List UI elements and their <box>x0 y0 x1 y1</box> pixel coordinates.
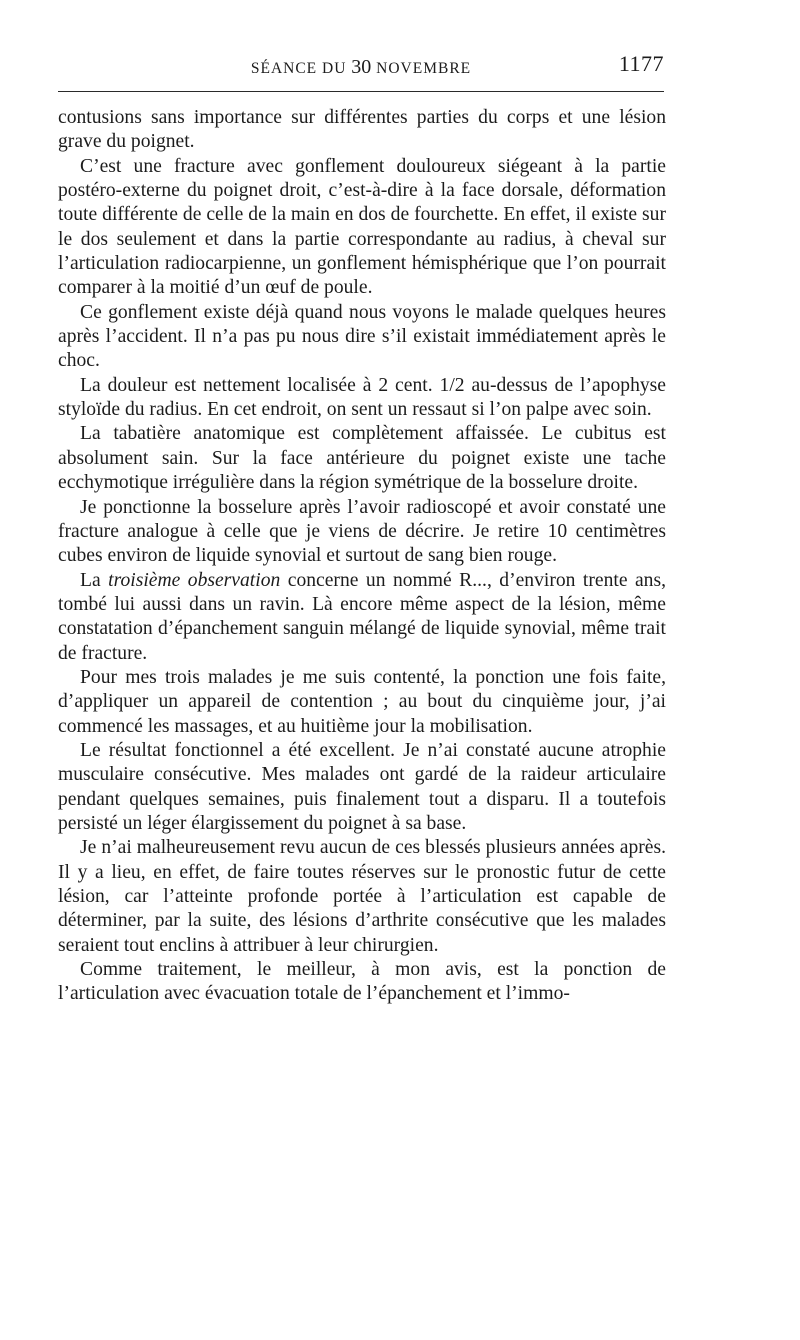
paragraph-continuation: contusions sans importance sur différentes parties du corps et une lésion grave du poignet. <box>58 107 666 153</box>
paragraph-prognosis: Je n’ai malheureusement revu aucun de ces blessés plusieurs années après. Il y a lieu, en effet, de faire toutes réserves sur le pronostic futur de cette lésion, car l’atteinte profonde portée à l’articulation est capable de déterminer, par la suite, des lésions d’arthrite consécutive que les malades seraient tout enclins à attribuer à leur chirurgien. <box>58 837 666 956</box>
running-head <box>58 48 664 84</box>
paragraph-fracture-description: C’est une fracture avec gonflement douloureux siégeant à la partie postéro-externe du poignet droit, c’est-à-dire à la face dorsale, déformation toute différente de celle de la main en dos de fourchette. En effet, il existe sur le dos seulement et dans la partie correspondante au radius, à cheval sur l’articulation radiocarpienne, un gonflement hémisphérique que l’on pourrait comparer à la moitié d’un œuf de poule. <box>58 155 666 299</box>
running-title-number: 30 <box>351 56 372 78</box>
paragraph-recommended-treatment: Comme traitement, le meilleur, à mon avis, est la ponction de l’articulation avec évacuation totale de l’épanchement et l’immo- <box>58 959 666 1005</box>
paragraph-pain: La douleur est nettement localisée à 2 cent. 1/2 au-dessus de l’apophyse styloïde du radius. En cet endroit, on sent un ressaut si l’on palpe avec soin. <box>58 374 666 421</box>
paragraph-third-observation <box>58 569 666 666</box>
paragraph-puncture: Je ponctionne la bosselure après l’avoir radioscopé et avoir constaté une fracture analogue à celle que je viens de décrire. Je retire 10 centimètres cubes environ de liquide synovial et surtout de sang bien rouge. <box>58 496 666 567</box>
header-rule <box>58 91 664 92</box>
running-title-part1: SÉANCE DU <box>250 60 347 77</box>
body-text <box>58 106 666 1007</box>
paragraph-anatomic-snuffbox: La tabatière anatomique est complètement affaissée. Le cubitus est absolument sain. Sur la face antérieure du poignet existe une tache ecchymotique irrégulière dans la région symétrique de la bosselure droite. <box>58 423 666 494</box>
paragraph-swelling: Ce gonflement existe déjà quand nous voyons le malade quelques heures après l’accident. Il n’a pas pu nous dire s’il existait immédiatement après le choc. <box>58 301 666 372</box>
paragraph-treatment-steps: Pour mes trois malades je me suis contenté, la ponction une fois faite, d’appliquer un appareil de contention ; au bout du cinquième jour, j’ai commencé les massages, et au huitième jour la mobilisation. <box>58 666 666 737</box>
page-number: 1177 <box>618 51 664 76</box>
third-observation-lead: La <box>80 569 109 591</box>
paragraph-functional-result: Le résultat fonctionnel a été excellent. Je n’ai constaté aucune atrophie musculaire consécutive. Mes malades ont gardé de la raideur articulaire pendant quelques semaines, puis finalement tout a disparu. Il a toutefois persisté un léger élargissement du poignet à sa base. <box>58 739 666 834</box>
running-title-part2: NOVEMBRE <box>376 60 472 77</box>
running-title <box>58 56 664 79</box>
third-observation-rest: concerne un nommé R..., d’environ trente ans, tombé lui aussi dans un ravin. Là encore même aspect de la lésion, même constatation d’épanchement sanguin mélangé de liquide synovial, même trait de fracture. <box>58 569 666 664</box>
third-observation-emphasis: troisième observation <box>108 569 281 591</box>
